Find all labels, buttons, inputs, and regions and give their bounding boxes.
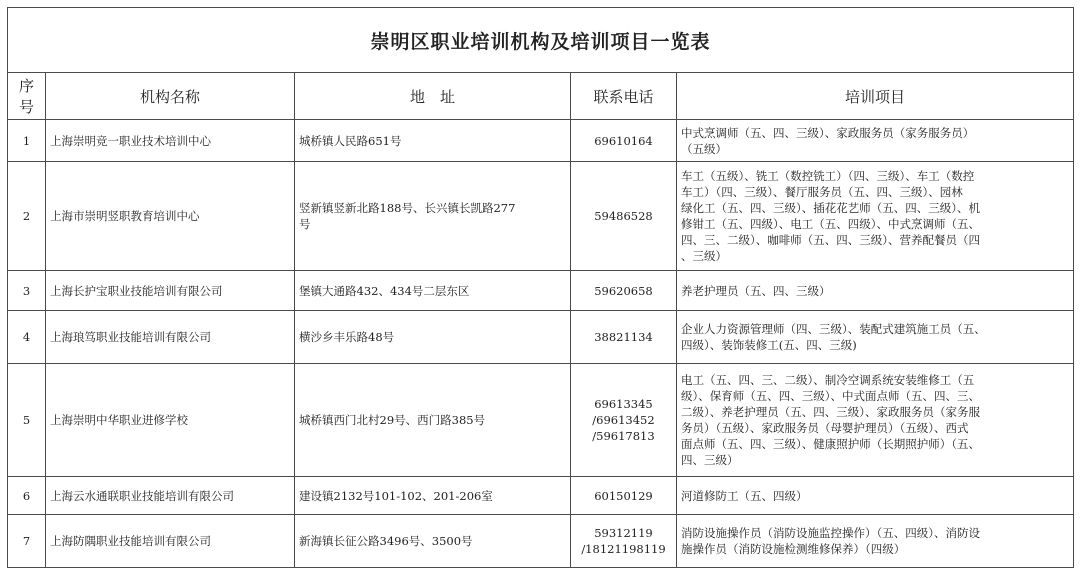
row-projects: 电工（五、四、三、二级）、制冷空调系统安装维修工（五 级）、保育师（五、四、三级）、中式面点师（五、四、三、 二级）、养老护理员（五、四、三级）、家政服务员（家务服 务员）（五级）、家政服务员（母婴护理员）（五级）、西式 面点师（五、四、三级）、健康照护师（长期照护师）（五、 四、三级） bbox=[677, 364, 1074, 477]
row-projects: 车工（五级）、铣工（数控铣工）（四、三级）、车工（数控 车工）（四、三级）、餐厅服务员（五、四、三级）、园林 绿化工（五、四、三级）、插花花艺师（五、四、三级）、机 修钳工（五、四级）、电工（五、四级）、中式烹调师（五、 四、三、二级）、咖啡师（五、四、三级）、营养配餐员（四 、三级） bbox=[677, 162, 1074, 271]
header-address: 地 址 bbox=[295, 73, 571, 120]
row-phone: 69610164 bbox=[571, 120, 677, 162]
row-seq: 6 bbox=[8, 477, 46, 515]
row-address: 新海镇长征公路3496号、3500号 bbox=[295, 515, 571, 568]
row-address: 横沙乡丰乐路48号 bbox=[295, 311, 571, 364]
row-seq: 1 bbox=[8, 120, 46, 162]
table-row bbox=[8, 515, 1074, 568]
header-name: 机构名称 bbox=[46, 73, 295, 120]
row-seq: 3 bbox=[8, 271, 46, 311]
training-institutions-table bbox=[7, 7, 1074, 568]
row-projects: 中式烹调师（五、四、三级）、家政服务员（家务服务员） （五级） bbox=[677, 120, 1074, 162]
row-name: 上海市崇明竖职教育培训中心 bbox=[46, 162, 295, 271]
row-seq: 7 bbox=[8, 515, 46, 568]
table-row bbox=[8, 311, 1074, 364]
table-row bbox=[8, 364, 1074, 477]
row-name: 上海崇明竞一职业技术培训中心 bbox=[46, 120, 295, 162]
table-title: 崇明区职业培训机构及培训项目一览表 bbox=[8, 8, 1074, 73]
row-address: 堡镇大通路432、434号二层东区 bbox=[295, 271, 571, 311]
header-seq: 序号 bbox=[8, 73, 46, 120]
row-seq: 2 bbox=[8, 162, 46, 271]
row-seq: 5 bbox=[8, 364, 46, 477]
table-row bbox=[8, 271, 1074, 311]
row-name: 上海琅笃职业技能培训有限公司 bbox=[46, 311, 295, 364]
row-phone: 59486528 bbox=[571, 162, 677, 271]
header-phone: 联系电话 bbox=[571, 73, 677, 120]
row-address: 建设镇2132号101-102、201-206室 bbox=[295, 477, 571, 515]
header-row bbox=[8, 73, 1074, 120]
row-phone: 59312119 /18121198119 bbox=[571, 515, 677, 568]
table-row bbox=[8, 162, 1074, 271]
header-projects: 培训项目 bbox=[677, 73, 1074, 120]
table-row bbox=[8, 120, 1074, 162]
row-projects: 企业人力资源管理师（四、三级）、装配式建筑施工员（五、 四级）、装饰装修工(五、四、三级) bbox=[677, 311, 1074, 364]
row-seq: 4 bbox=[8, 311, 46, 364]
table-row bbox=[8, 477, 1074, 515]
row-phone: 60150129 bbox=[571, 477, 677, 515]
row-projects: 消防设施操作员（消防设施监控操作）（五、四级）、消防设 施操作员（消防设施检测维修保养）（四级） bbox=[677, 515, 1074, 568]
row-projects: 养老护理员（五、四、三级） bbox=[677, 271, 1074, 311]
row-name: 上海崇明中华职业进修学校 bbox=[46, 364, 295, 477]
row-address: 城桥镇人民路651号 bbox=[295, 120, 571, 162]
row-phone: 38821134 bbox=[571, 311, 677, 364]
row-address: 竖新镇竖新北路188号、长兴镇长凯路277 号 bbox=[295, 162, 571, 271]
row-address: 城桥镇西门北村29号、西门路385号 bbox=[295, 364, 571, 477]
row-name: 上海长护宝职业技能培训有限公司 bbox=[46, 271, 295, 311]
row-name: 上海云水通联职业技能培训有限公司 bbox=[46, 477, 295, 515]
row-projects: 河道修防工（五、四级） bbox=[677, 477, 1074, 515]
row-phone: 59620658 bbox=[571, 271, 677, 311]
row-name: 上海防隅职业技能培训有限公司 bbox=[46, 515, 295, 568]
row-phone: 69613345 /69613452 /59617813 bbox=[571, 364, 677, 477]
